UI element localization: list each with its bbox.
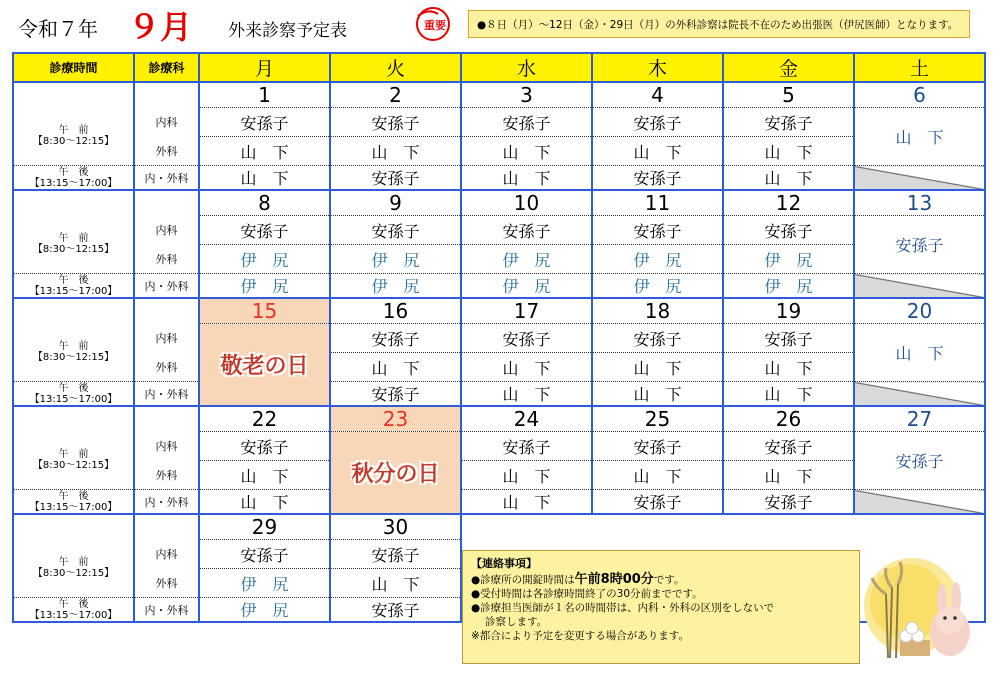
- doctor-cell: 山 下: [723, 353, 854, 382]
- memo-box: [462, 550, 860, 664]
- am-time-label: [13, 216, 134, 274]
- dept-label: 内・外科: [134, 598, 199, 623]
- header-fri: 金: [723, 53, 854, 82]
- pm-time-label: [13, 382, 134, 407]
- doctor-cell: 安孫子: [592, 216, 723, 245]
- pm-time-label: [13, 490, 134, 515]
- dept-label: 内科: [134, 216, 199, 245]
- saturday-closed-cell: [854, 274, 985, 299]
- doctor-cell: 安孫子: [592, 490, 723, 515]
- am-label: 午 前: [58, 557, 89, 569]
- doctor-cell: 山 下: [461, 461, 592, 490]
- doctor-cell: 山 下: [330, 353, 461, 382]
- doctor-cell: 安孫子: [592, 432, 723, 461]
- date-cell: 23: [330, 406, 461, 432]
- stamp-text: 重要: [424, 19, 446, 32]
- saturday-doctor: 安孫子: [854, 432, 985, 490]
- doctor-cell: 安孫子: [199, 108, 330, 137]
- date-cell: 22: [199, 406, 330, 432]
- doctor-cell: 山 下: [592, 382, 723, 407]
- doctor-cell: 安孫子: [330, 540, 461, 569]
- date-cell: 15: [199, 298, 330, 324]
- am-hours: 【8:30〜12:15】: [32, 568, 115, 580]
- schedule-table: [12, 52, 986, 623]
- empty-cell: [134, 82, 199, 108]
- date-cell: 26: [723, 406, 854, 432]
- dept-label: 内科: [134, 540, 199, 569]
- doctor-cell: 伊 尻: [592, 274, 723, 299]
- doctor-cell: 安孫子: [461, 108, 592, 137]
- doctor-cell: 安孫子: [330, 108, 461, 137]
- header-mon: 月: [199, 53, 330, 82]
- month-label: ９月: [128, 8, 193, 46]
- doctor-cell: 安孫子: [592, 166, 723, 191]
- empty-cell: [13, 82, 134, 108]
- dept-label: 内・外科: [134, 274, 199, 299]
- doctor-cell: 山 下: [723, 382, 854, 407]
- header-wed: 水: [461, 53, 592, 82]
- am-time-label: [13, 324, 134, 382]
- doctor-cell: 山 下: [199, 166, 330, 191]
- moon-rabbit-illustration: [862, 548, 984, 666]
- era-label: 令和７年: [18, 17, 98, 41]
- doctor-cell: 安孫子: [330, 598, 461, 623]
- doctor-cell: 山 下: [199, 461, 330, 490]
- date-cell: 30: [330, 514, 461, 540]
- doctor-cell: 山 下: [461, 166, 592, 191]
- doctor-cell: 安孫子: [461, 324, 592, 353]
- doctor-cell: 安孫子: [199, 432, 330, 461]
- memo-line-4: ※都合により予定を変更する場合があります。: [471, 630, 689, 642]
- dept-label: 内・外科: [134, 382, 199, 407]
- date-cell: 9: [330, 190, 461, 216]
- holiday-label: 敬老の日: [220, 354, 309, 379]
- empty-cell: [134, 190, 199, 216]
- pm-hours: 【13:15〜17:00】: [29, 501, 118, 513]
- pm-label: 午 後: [58, 166, 89, 178]
- dept-label: 外科: [134, 569, 199, 598]
- doctor-cell: 伊 尻: [199, 598, 330, 623]
- doctor-cell: 山 下: [461, 137, 592, 166]
- doctor-cell: 伊 尻: [723, 274, 854, 299]
- doctor-cell: 安孫子: [723, 108, 854, 137]
- doctor-cell: 伊 尻: [592, 245, 723, 274]
- date-cell: 4: [592, 82, 723, 108]
- date-cell: 5: [723, 82, 854, 108]
- doctor-cell: 安孫子: [199, 216, 330, 245]
- date-cell: 8: [199, 190, 330, 216]
- am-label: 午 前: [58, 341, 89, 353]
- doctor-cell: 山 下: [330, 569, 461, 598]
- notice-banner: ●８日（月）〜12日（金）・29日（月）の外科診察は院長不在のため出張医（伊尻医師）となります。: [468, 10, 970, 38]
- am-hours: 【8:30〜12:15】: [32, 136, 115, 148]
- dept-label: 内・外科: [134, 166, 199, 191]
- holiday-cell: [199, 324, 330, 407]
- saturday-doctor: 山 下: [854, 324, 985, 382]
- date-cell: 10: [461, 190, 592, 216]
- empty-cell: [134, 514, 199, 540]
- doctor-cell: 伊 尻: [330, 245, 461, 274]
- doctor-cell: 安孫子: [330, 216, 461, 245]
- doctor-cell: 安孫子: [461, 216, 592, 245]
- doctor-cell: 安孫子: [723, 216, 854, 245]
- doctor-cell: 安孫子: [199, 540, 330, 569]
- pm-time-label: [13, 598, 134, 623]
- pm-hours: 【13:15〜17:00】: [29, 393, 118, 405]
- pm-hours: 【13:15〜17:00】: [29, 285, 118, 297]
- saturday-doctor: 山 下: [854, 108, 985, 166]
- saturday-closed-cell: [854, 382, 985, 407]
- doctor-cell: 伊 尻: [199, 274, 330, 299]
- date-cell: 16: [330, 298, 461, 324]
- doctor-cell: 伊 尻: [330, 274, 461, 299]
- doctor-cell: 安孫子: [330, 324, 461, 353]
- header-sat: 土: [854, 53, 985, 82]
- date-cell: 20: [854, 298, 985, 324]
- doctor-cell: 伊 尻: [723, 245, 854, 274]
- doctor-cell: 安孫子: [461, 432, 592, 461]
- date-cell: 18: [592, 298, 723, 324]
- date-cell: 19: [723, 298, 854, 324]
- doctor-cell: 山 下: [723, 137, 854, 166]
- holiday-label: 秋分の日: [351, 462, 440, 487]
- page-title: 外来診察予定表: [228, 21, 347, 41]
- doctor-cell: 安孫子: [723, 324, 854, 353]
- page-header: [0, 0, 1000, 50]
- doctor-cell: 伊 尻: [199, 569, 330, 598]
- important-stamp-icon: [408, 6, 458, 42]
- am-time-label: [13, 540, 134, 598]
- doctor-cell: 山 下: [723, 461, 854, 490]
- dept-label: 外科: [134, 137, 199, 166]
- am-time-label: [13, 108, 134, 166]
- doctor-cell: 安孫子: [330, 166, 461, 191]
- am-label: 午 前: [58, 125, 89, 137]
- pm-label: 午 後: [58, 598, 89, 610]
- memo-title: 【連絡事項】: [471, 557, 537, 570]
- dept-label: 内・外科: [134, 490, 199, 515]
- am-hours: 【8:30〜12:15】: [32, 460, 115, 472]
- doctor-cell: 山 下: [592, 461, 723, 490]
- am-hours: 【8:30〜12:15】: [32, 244, 115, 256]
- doctor-cell: 安孫子: [723, 432, 854, 461]
- doctor-cell: 伊 尻: [461, 245, 592, 274]
- date-cell: 17: [461, 298, 592, 324]
- dept-label: 内科: [134, 432, 199, 461]
- am-label: 午 前: [58, 449, 89, 461]
- date-cell: 11: [592, 190, 723, 216]
- am-hours: 【8:30〜12:15】: [32, 352, 115, 364]
- doctor-cell: 安孫子: [723, 490, 854, 515]
- doctor-cell: 伊 尻: [199, 245, 330, 274]
- date-cell: 3: [461, 82, 592, 108]
- memo-line-1b: 午前8時00分: [574, 572, 654, 587]
- memo-line-1c: です。: [653, 574, 685, 586]
- date-cell: 12: [723, 190, 854, 216]
- date-cell: 6: [854, 82, 985, 108]
- memo-line-3: ●診療担当医師が１名の時間帯は、内科・外科の区別をしないで: [471, 602, 775, 614]
- am-label: 午 前: [58, 233, 89, 245]
- dept-label: 外科: [134, 245, 199, 274]
- empty-cell: [13, 190, 134, 216]
- pm-time-label: [13, 166, 134, 191]
- doctor-cell: 山 下: [330, 137, 461, 166]
- date-cell: 29: [199, 514, 330, 540]
- date-cell: 2: [330, 82, 461, 108]
- pm-hours: 【13:15〜17:00】: [29, 609, 118, 621]
- doctor-cell: 山 下: [461, 382, 592, 407]
- doctor-cell: 山 下: [723, 166, 854, 191]
- dept-label: 外科: [134, 461, 199, 490]
- doctor-cell: 山 下: [461, 490, 592, 515]
- dept-label: 内科: [134, 324, 199, 353]
- date-cell: 25: [592, 406, 723, 432]
- header-tue: 火: [330, 53, 461, 82]
- memo-line-3b: 診察します。: [485, 616, 548, 628]
- memo-line-1a: ●診療所の開錠時間は: [471, 574, 575, 586]
- pm-time-label: [13, 274, 134, 299]
- date-cell: 27: [854, 406, 985, 432]
- pm-label: 午 後: [58, 382, 89, 394]
- doctor-cell: 安孫子: [592, 108, 723, 137]
- dept-label: 外科: [134, 353, 199, 382]
- date-cell: 24: [461, 406, 592, 432]
- pm-hours: 【13:15〜17:00】: [29, 177, 118, 189]
- header-time: 診療時間: [13, 53, 134, 82]
- empty-cell: [13, 514, 134, 540]
- doctor-cell: 山 下: [461, 353, 592, 382]
- doctor-cell: 山 下: [592, 137, 723, 166]
- empty-cell: [13, 298, 134, 324]
- empty-cell: [134, 406, 199, 432]
- header-dept: 診療科: [134, 53, 199, 82]
- memo-line-2: ●受付時間は各診療時間終了の30分前までです。: [471, 588, 703, 600]
- doctor-cell: 安孫子: [330, 382, 461, 407]
- date-cell: 1: [199, 82, 330, 108]
- am-time-label: [13, 432, 134, 490]
- doctor-cell: 山 下: [199, 137, 330, 166]
- empty-cell: [13, 406, 134, 432]
- pm-label: 午 後: [58, 274, 89, 286]
- saturday-closed-cell: [854, 166, 985, 191]
- holiday-cell: [330, 432, 461, 515]
- saturday-doctor: 安孫子: [854, 216, 985, 274]
- header-thu: 木: [592, 53, 723, 82]
- pm-label: 午 後: [58, 490, 89, 502]
- doctor-cell: 伊 尻: [461, 274, 592, 299]
- memo-line-1: [471, 573, 851, 587]
- doctor-cell: 安孫子: [592, 324, 723, 353]
- empty-cell: [134, 298, 199, 324]
- saturday-closed-cell: [854, 490, 985, 515]
- date-cell: 13: [854, 190, 985, 216]
- doctor-cell: 山 下: [199, 490, 330, 515]
- dept-label: 内科: [134, 108, 199, 137]
- doctor-cell: 山 下: [592, 353, 723, 382]
